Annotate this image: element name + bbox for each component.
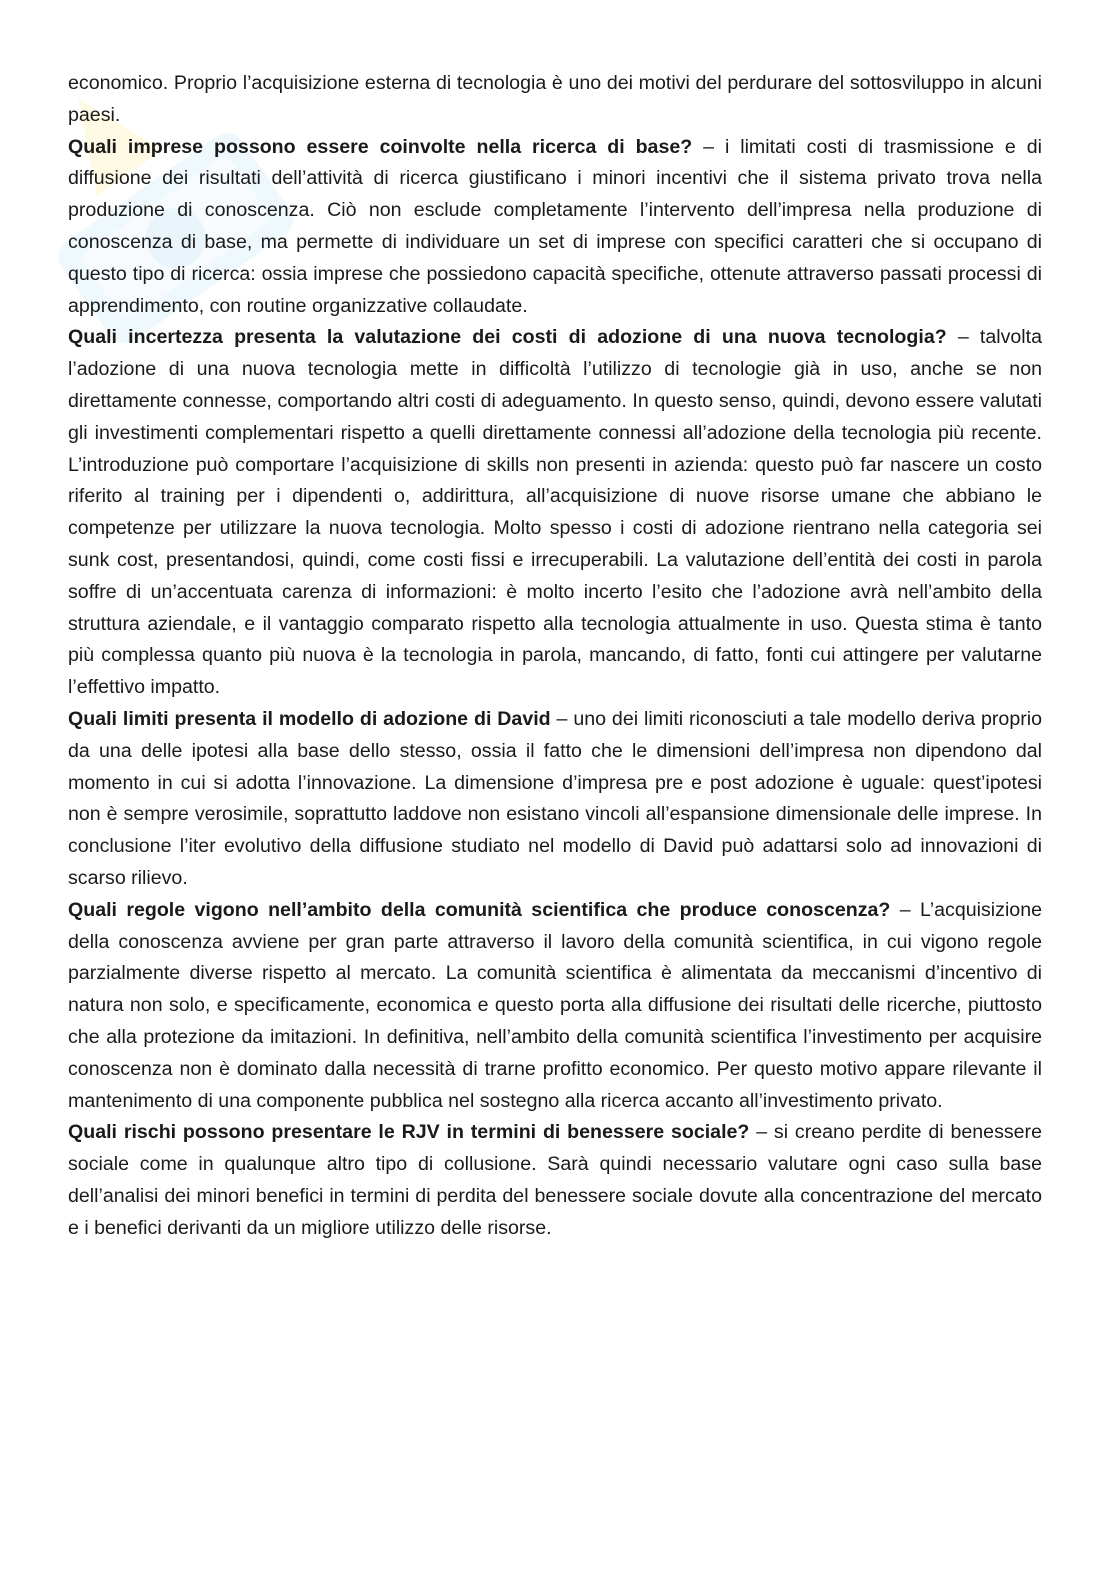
qa-paragraph [68, 1117, 1042, 1244]
answer-text: – uno dei limiti riconosciuti a tale modello deriva proprio da una delle ipotesi alla base dello stesso, ossia il fatto che le dimensioni dell’impresa non dipendono dal momento in cui si adotta l’innovazione. La dimensione d’impresa pre e post adozione è uguale: quest’ipotesi non è sempre verosimile, soprattutto laddove non esistano vincoli all’espansione dimensionale delle imprese. In conclusione l’iter evolutivo della diffusione studiato nel modello di David può adattarsi solo ad innovazioni di scarso rilievo. [68, 707, 1042, 889]
question-heading: Quali regole vigono nell’ambito della comunità scientifica che produce conoscenza? [68, 898, 891, 921]
question-heading: Quali rischi possono presentare le RJV in termini di benessere sociale? [68, 1121, 750, 1144]
intro-text: economico. Proprio l’acquisizione esterna di tecnologia è uno dei motivi del perdurare del sottosviluppo in alcuni paesi. [68, 72, 1042, 126]
question-heading: Quali incertezza presenta la valutazione dei costi di adozione di una nuova tecnologia? [68, 326, 947, 349]
qa-paragraph [68, 132, 1042, 323]
answer-text: – L’acquisizione della conoscenza avviene per gran parte attraverso il lavoro della comunità scientifica, in cui vigono regole parzialmente diverse rispetto al mercato. La comunità scientifica è alimentata da meccanismi d’incentivo di natura non solo, e specificamente, economica e questo porta alla diffusione dei risultati delle ricerche, piuttosto che alla protezione da imitazioni. In definitiva, nell’ambito della comunità scientifica l’investimento per acquisire conoscenza non è dominato dalla necessità di trarne profitto economico. Per questo motivo appare rilevante il mantenimento di una componente pubblica nel sostegno alla ricerca accanto all’investimento privato. [68, 898, 1042, 1112]
question-heading: Quali imprese possono essere coinvolte nella ricerca di base? [68, 135, 693, 158]
qa-paragraph [68, 895, 1042, 1118]
document-body [68, 68, 1042, 1244]
intro-paragraph [68, 68, 1042, 132]
question-heading: Quali limiti presenta il modello di adozione di David [68, 707, 551, 730]
answer-text: – i limitati costi di trasmissione e di diffusione dei risultati dell’attività di ricerca giustificano i minori incentivi che il sistema privato trova nella produzione di conoscenza. Ciò non esclude completamente l’intervento dell’impresa nella produzione di conoscenza di base, ma permette di individuare un set di imprese con specifici caratteri che si occupano di questo tipo di ricerca: ossia imprese che possiedono capacità specifiche, ottenute attraverso passati processi di apprendimento, con routine organizzative collaudate. [68, 135, 1042, 317]
qa-paragraph [68, 704, 1042, 895]
answer-text: – talvolta l’adozione di una nuova tecnologia mette in difficoltà l’utilizzo di tecnologie già in uso, anche se non direttamente connesse, comportando altri costi di adeguamento. In questo senso, quindi, devono essere valutati gli investimenti complementari rispetto a quelli direttamente connessi all’adozione della tecnologia più recente. L’introduzione può comportare l’acquisizione di skills non presenti in azienda: questo può far nascere un costo riferito al training per i dipendenti o, addirittura, all’acquisizione di nuove risorse umane che abbiano le competenze per utilizzare la nuova tecnologia. Molto spesso i costi di adozione rientrano nella categoria sei sunk cost, presentandosi, quindi, come costi fissi e irrecuperabili. La valutazione dell’entità dei costi in parola soffre di un’accentuata carenza di informazioni: è molto incerto l’esito che l’adozione avrà nell’ambito della struttura aziendale, e il vantaggio comparato rispetto alla tecnologia attualmente in uso. Questa stima è tanto più complessa quanto più nuova è la tecnologia in parola, mancando, di fatto, fonti cui attingere per valutarne l’effettivo impatto. [68, 326, 1042, 699]
answer-text: – si creano perdite di benessere sociale come in qualunque altro tipo di collusione. Sarà quindi necessario valutare ogni caso sulla base dell’analisi dei minori benefici in termini di perdita del benessere sociale dovute alla concentrazione del mercato e i benefici derivanti da un migliore utilizzo delle risorse. [68, 1121, 1042, 1239]
qa-paragraph [68, 322, 1042, 704]
